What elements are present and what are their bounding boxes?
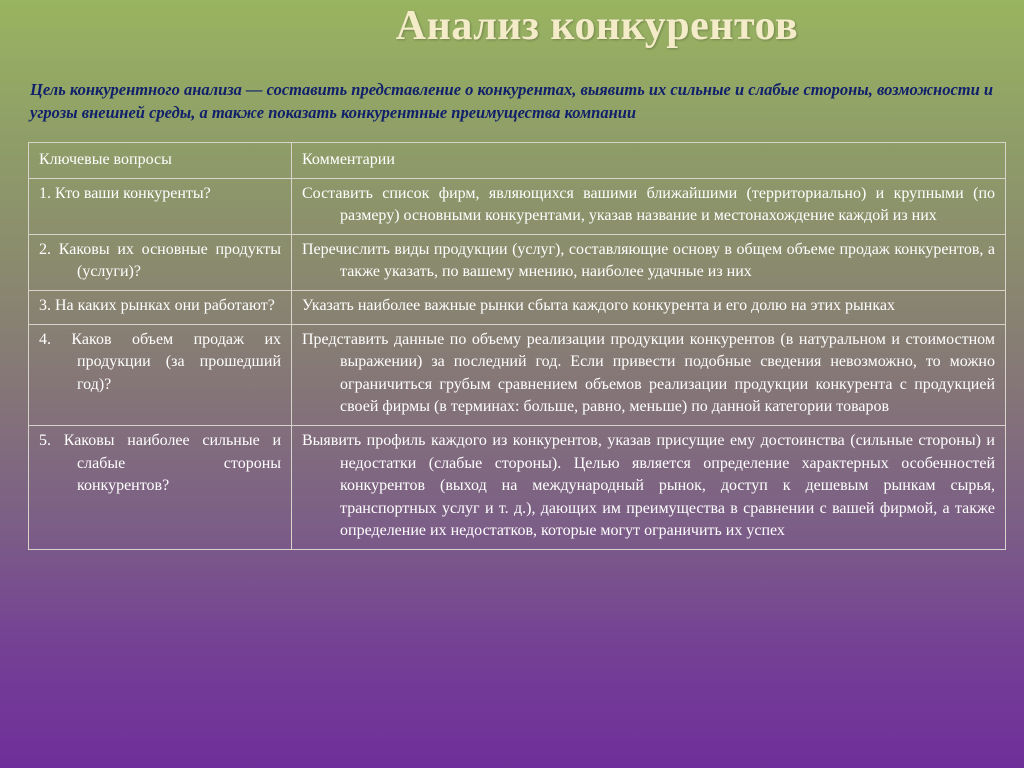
question-text: 2. Каковы их основные продукты (услуги)? [39, 240, 281, 281]
slide-title [0, 2, 1024, 50]
comment-text: Представить данные по объему реализации продукции конкурентов (в натуральном и стоимостном выражении) за последний год. Если привести подобные сведения невозможно, то можно ограничиться грубым сравнением объемов реализации продукции конкурента с продукцией своей фирмы (в терминах: больше, равно, меньше) по данной категории товаров [302, 330, 995, 416]
header-comments: Комментарии [292, 143, 1006, 179]
table-header-row [29, 143, 1006, 179]
comment-text: Перечислить виды продукции (услуг), составляющие основу в общем объеме продаж конкурентов, а также указать, по вашему мнению, наиболее удачные из них [302, 240, 995, 281]
comment-text: Указать наиболее важные рынки сбыта каждого конкурента и его долю на этих рынках [302, 296, 895, 314]
comment-text: Выявить профиль каждого из конкурентов, указав присущие ему достоинства (сильные стороны) и недостатки (слабые стороны). Целью является определение характерных особенностей конкурентов (выход на международный рынок, доступ к дешевым рынкам сырья, транспортных услуг и т. д.), дающих им преимущества в сравнении с вашей фирмой, а также определение их недостатков, которые могут ограничить их успех [302, 431, 995, 540]
table-row [29, 234, 1006, 290]
question-cell [29, 290, 292, 324]
comment-cell [292, 178, 1006, 234]
question-cell [29, 234, 292, 290]
table-row [29, 290, 1006, 324]
slide-subtitle: Цель конкурентного анализа — составить представление о конкурентах, выявить их сильные и слабые стороны, возможности и угрозы внешней среды, а также показать конкурентные преимущества компании [30, 80, 994, 122]
question-cell [29, 178, 292, 234]
header-key-questions: Ключевые вопросы [29, 143, 292, 179]
table-row [29, 425, 1006, 549]
comment-cell [292, 234, 1006, 290]
question-text: 3. На каких рынках они работают? [39, 296, 275, 314]
table-row [29, 178, 1006, 234]
question-cell [29, 425, 292, 549]
question-text: 5. Каковы наиболее сильные и слабые стороны конкурентов? [39, 431, 281, 495]
question-text: 4. Каков объем продаж их продукции (за прошедший год)? [39, 330, 281, 393]
comment-cell [292, 290, 1006, 324]
comment-cell [292, 324, 1006, 425]
comment-text: Составить список фирм, являющихся вашими ближайшими (территориально) и крупными (по размеру) основными конкурентами, указав название и местонахождение каждой из них [302, 184, 995, 225]
slide-title-text: Анализ конкурентов [395, 3, 799, 49]
table-row [29, 324, 1006, 425]
comment-cell [292, 425, 1006, 549]
question-text: 1. Кто ваши конкуренты? [39, 184, 211, 202]
competitor-analysis-table [28, 142, 1006, 550]
question-cell [29, 324, 292, 425]
